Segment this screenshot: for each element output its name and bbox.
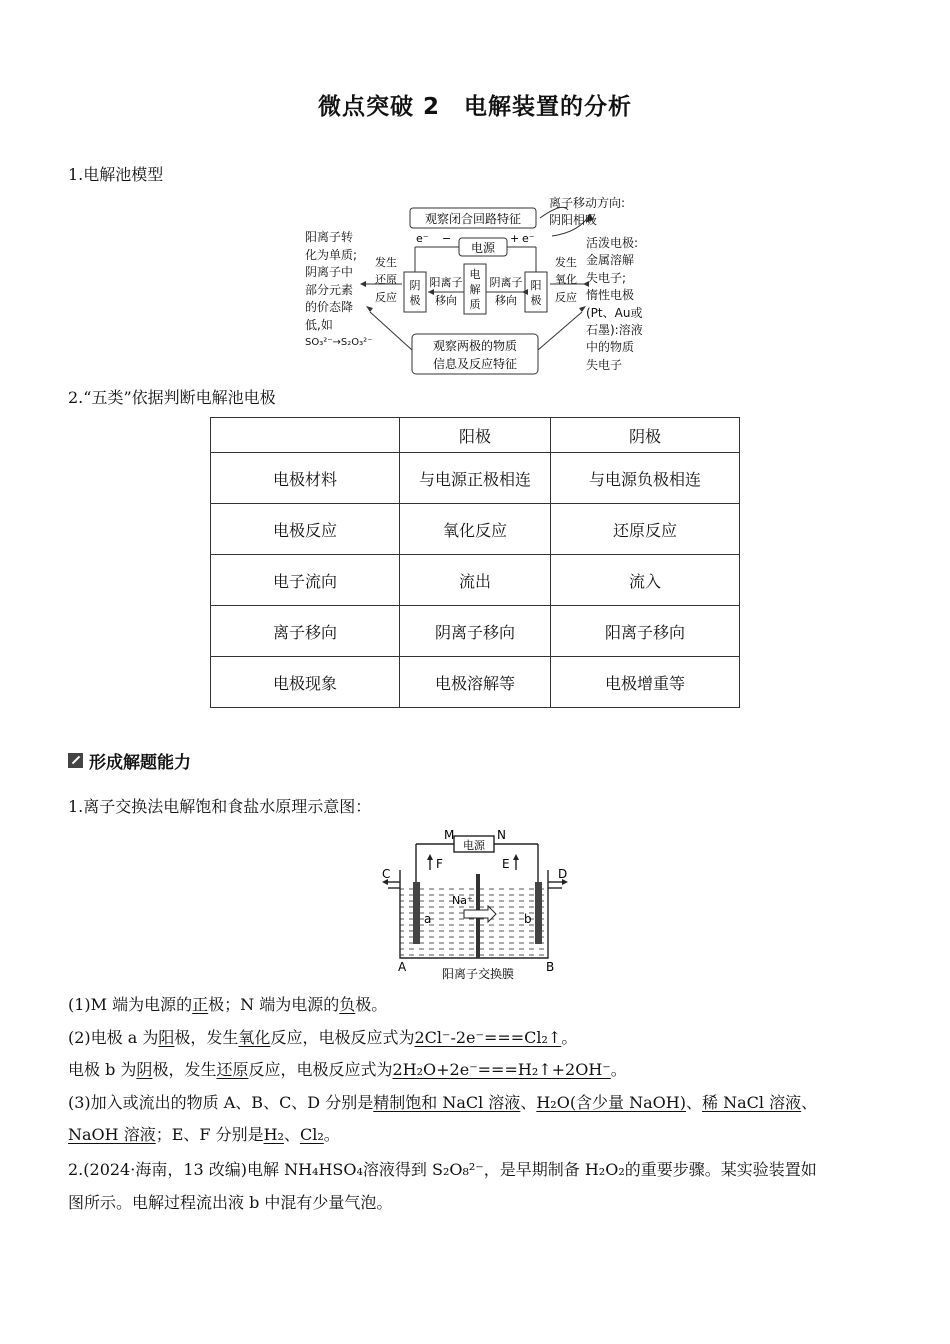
table-cell: 电极增重等 bbox=[551, 657, 740, 708]
table-row bbox=[211, 555, 740, 606]
table-cell: 电极溶解等 bbox=[400, 657, 551, 708]
section-header bbox=[68, 748, 191, 773]
ion-exchange-cell-diagram bbox=[378, 826, 578, 986]
plus-label: + bbox=[510, 232, 520, 245]
table-cell: 电极反应 bbox=[211, 504, 400, 555]
a-label: a bbox=[424, 912, 432, 926]
q1-part3: (3)加入或流出的物质 A、B、C、D 分别是精制饱和 NaCl 溶液、H₂O(含少量 NaOH)、稀 NaCl 溶液、 bbox=[68, 1093, 818, 1112]
left-note: 阳离子转 化为单质; 阴离子中 部分元素 的价态降 低,如 SO₃²⁻→S₂O₃²⁻ bbox=[305, 229, 372, 352]
part1-heading: 1.电解池模型 bbox=[68, 165, 164, 184]
electrode-a bbox=[413, 882, 420, 944]
pencil-icon bbox=[68, 753, 83, 768]
n-label: N bbox=[497, 828, 506, 842]
anode-react-1: 发生 bbox=[555, 256, 577, 269]
table-cell: 阳离子移向 bbox=[551, 606, 740, 657]
f-label: F bbox=[436, 857, 443, 871]
q1-part2: (2)电极 a 为阳极，发生氧化反应，电极反应式为2Cl⁻-2e⁻===Cl₂↑。 bbox=[68, 1028, 578, 1047]
table-cell: 电极材料 bbox=[211, 453, 400, 504]
anode-react-2: 氧化 bbox=[555, 273, 577, 286]
answer-positive: 正 bbox=[192, 995, 209, 1014]
table-row bbox=[211, 657, 740, 708]
anode-label-2: 极 bbox=[530, 294, 542, 307]
right-note: 活泼电极: 金属溶解 失电子; 惰性电极 (Pt、Au或 石墨):溶液 中的物质 失电子 bbox=[586, 236, 643, 372]
cathode-equation: 2H₂O+2e⁻===H₂↑+2OH⁻ bbox=[392, 1060, 611, 1079]
q1-part2b: 电极 b 为阴极，发生还原反应，电极反应式为2H₂O+2e⁻===H₂↑+2OH⁻。 bbox=[68, 1060, 627, 1079]
table-cell: 流出 bbox=[400, 555, 551, 606]
electrode-table bbox=[210, 417, 740, 708]
m-label: M bbox=[444, 828, 455, 842]
membrane-label: 阳离子交换膜 bbox=[441, 967, 515, 981]
table-cell: 阴离子移向 bbox=[400, 606, 551, 657]
cathode-react-3: 反应 bbox=[375, 291, 397, 304]
minus-label: − bbox=[442, 232, 452, 245]
section-title: 形成解题能力 bbox=[89, 753, 191, 773]
electrode-b bbox=[535, 882, 542, 944]
anion-move-1: 阴离子 bbox=[489, 276, 523, 289]
anode-label-1: 阳 bbox=[530, 279, 542, 292]
anion-move-2: 移向 bbox=[495, 294, 517, 307]
table-header-cell bbox=[211, 418, 400, 453]
anode-equation: 2Cl⁻-2e⁻===Cl₂↑ bbox=[414, 1028, 562, 1047]
q2-line1: 2.(2024·海南，13 改编)电解 NH₄HSO₄溶液得到 S₂O₈²⁻，是早期制备 H₂O₂的重要步骤。某实验装置如 bbox=[68, 1160, 817, 1179]
q1-part1: (1)M 端为电源的正极；N 端为电源的负极。 bbox=[68, 995, 388, 1014]
table-cell: 离子移向 bbox=[211, 606, 400, 657]
e-right-label: e⁻ bbox=[522, 232, 535, 245]
electrolyte-1: 电 bbox=[469, 268, 481, 281]
table-row bbox=[211, 606, 740, 657]
page-title: 微点突破 2 电解装置的分析 bbox=[317, 94, 632, 120]
q1-intro: 1.离子交换法电解饱和食盐水原理示意图： bbox=[68, 797, 372, 816]
cathode-react-2: 还原 bbox=[375, 273, 397, 286]
e-left-label: e⁻ bbox=[416, 232, 429, 245]
q2-line2: 图所示。电解过程流出液 b 中混有少量气泡。 bbox=[68, 1193, 393, 1212]
table-cell: 电极现象 bbox=[211, 657, 400, 708]
table-cell: 与电源正极相连 bbox=[400, 453, 551, 504]
table-row bbox=[211, 504, 740, 555]
observe-electrodes-1: 观察两极的物质 bbox=[432, 339, 518, 353]
top-note: 离子移动方向: 阴阳相吸 bbox=[549, 196, 626, 227]
table-cell: 流入 bbox=[551, 555, 740, 606]
q1-part3b: NaOH 溶液；E、F 分别是H₂、Cl₂。 bbox=[68, 1125, 340, 1144]
c-label: C bbox=[382, 867, 391, 881]
electrolyte-3: 质 bbox=[469, 298, 481, 311]
left-formula: SO₃²⁻→S₂O₃²⁻ bbox=[305, 337, 373, 348]
na-ion-label: Na⁺ bbox=[452, 894, 473, 907]
a-inlet-label: A bbox=[398, 960, 407, 974]
power-label: 电源 bbox=[470, 241, 496, 255]
cathode-label-2: 极 bbox=[409, 294, 421, 307]
table-cell: 与电源负极相连 bbox=[551, 453, 740, 504]
part2-heading: 2.“五类”依据判断电解池电极 bbox=[68, 388, 276, 407]
cell-power-label: 电源 bbox=[463, 839, 485, 852]
electrolyte-2: 解 bbox=[469, 283, 481, 296]
b-label: b bbox=[524, 912, 532, 926]
cation-move-2: 移向 bbox=[435, 294, 457, 307]
cation-move-1: 阳离子 bbox=[429, 276, 463, 289]
answer-negative: 负 bbox=[339, 995, 356, 1014]
table-header-cell: 阳极 bbox=[400, 418, 551, 453]
observe-circuit-label: 观察闭合回路特征 bbox=[424, 212, 522, 226]
observe-electrodes-2: 信息及反应特征 bbox=[432, 357, 518, 371]
cathode-label-1: 阴 bbox=[409, 279, 421, 292]
d-label: D bbox=[558, 867, 568, 881]
table-row bbox=[211, 453, 740, 504]
b-inlet-label: B bbox=[546, 960, 555, 974]
table-cell: 氧化反应 bbox=[400, 504, 551, 555]
table-header-row bbox=[211, 418, 740, 453]
table-header-cell: 阴极 bbox=[551, 418, 740, 453]
anode-react-3: 反应 bbox=[555, 291, 577, 304]
table-cell: 还原反应 bbox=[551, 504, 740, 555]
cathode-react-1: 发生 bbox=[375, 256, 397, 269]
table-cell: 电子流向 bbox=[211, 555, 400, 606]
e-label: E bbox=[502, 857, 510, 871]
